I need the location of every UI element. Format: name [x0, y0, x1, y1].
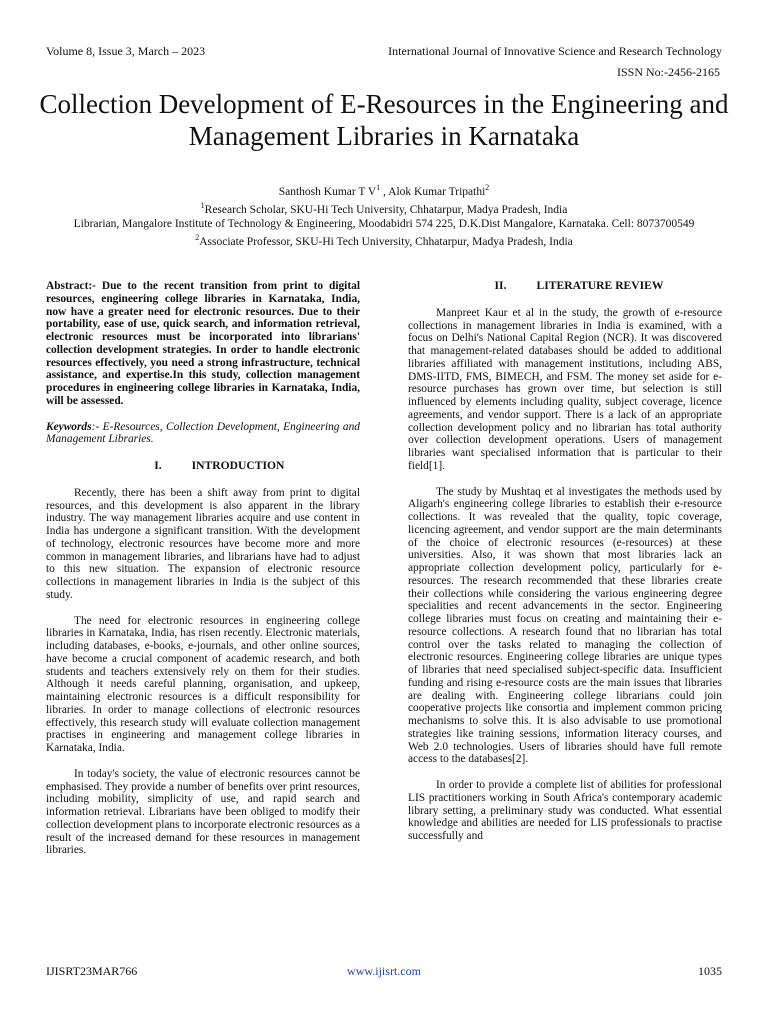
author-names: [40, 181, 728, 199]
left-column: [46, 280, 360, 857]
abstract: Abstract:- Due to the recent transition from print to digital resources, engineering college libraries in Karnataka, India, now have a greater need for electronic resources. Due to their portability, ease of use, quick search, and information retrieval, electronic resources must be incorporated into librarians' collection development strategies. In order to handle electronic resources effectively, you need a strong infrastructure, technical assistance, and expertise.In this study, collection management procedures in engineering college libraries in Karnataka, India, will be assessed.: [46, 280, 360, 407]
author-block: [40, 181, 728, 249]
paper-title: Collection Development of E-Resources in the Engineering and Management Libraries in Karnataka: [39, 89, 729, 151]
volume-issue: Volume 8, Issue 3, March – 2023: [46, 44, 206, 58]
affiliation-1-text: Research Scholar, SKU-Hi Tech University, Chhatarpur, Madya Pradesh, India: [204, 204, 568, 217]
review-paragraph-3: In order to provide a complete list of abilities for professional LIS practitioners working in South Africa's contemporary academic library setting, a preliminary study was conducted. What essential knowledge and abilities are needed for LIS professionals to practise successfully and: [408, 779, 722, 842]
section-heading-literature-review: [408, 280, 722, 293]
review-paragraph-2: The study by Mushtaq et al investigates the methods used by Aligarh's engineering college libraries to establish their e-resource collections. It was revealed that the quality, topic coverage, licencing agreement, and vendor support are the main determinants of the choice of electronic resources (e-resources) at these universities. Also, it was shown that most libraries lack an appropriate collection development policy, particularly for e-resources. The research recommended that these libraries create their collections while considering the various engineering degree specialities and recent advancements in the sector. Engineering college libraries must focus on creating and maintaining their e-resource collections. A research found that no librarian has total control over the tasks related to managing the collection of electronic resources. Engineering college libraries are unique types of libraries that need specialised subject-specific data. Insufficient funding and rising e-resource costs are the main issues that libraries are dealing with. Engineering college librarians could join cooperative projects like consortia and implement common pricing mechanisms to solve this. It is also advisable to use promotional strategies like training sessions, information literacy courses, and Web 2.0 technologies. Users of libraries should have full remote access to the databases[2].: [408, 485, 722, 766]
issn: ISSN No:-2456-2165: [616, 65, 720, 79]
affiliation-1: [40, 199, 728, 217]
section-title: INTRODUCTION: [191, 459, 285, 472]
keywords: [46, 421, 360, 447]
keywords-text: :- E-Resources, Collection Development, Engineering and Management Libraries.: [46, 420, 360, 446]
section-number: II.: [494, 279, 507, 292]
keywords-label: Keywords: [46, 420, 92, 433]
affiliation-2-text: Associate Professor, SKU-Hi Tech University, Chhatarpur, Madya Pradesh, India: [199, 235, 573, 248]
paper-code: IJISRT23MAR766: [46, 964, 138, 978]
section-number: I.: [154, 459, 162, 472]
review-paragraph-1: Manpreet Kaur et al in the study, the growth of e-resource collections in management libraries in India is examined, with a focus on Delhi's National Capital Region (NCR). It was discovered that management-related databases should be added to additional libraries affiliated with management institutions, including ABS, DMS-IITD, FMS, BIMECH, and FSM. The money set aside for e-resource purchases has grown over time, but selection is still influenced by elements including quality, subject coverage, licence agreements, and vendor support. There is a lack of an appropriate collection development policy and no librarian has total authority over collection development operations. Users of management libraries want specialised information that is particular to their field[1].: [408, 306, 722, 472]
author-2-sup: 2: [485, 183, 490, 192]
author-1-sup: 1: [376, 183, 381, 192]
author-1: Santhosh Kumar T V: [278, 185, 377, 198]
page-number: 1035: [698, 964, 722, 978]
affiliation-1b: Librarian, Mangalore Institute of Technology & Engineering, Moodabidri 574 225, D.K.Dist Mangalore, Karnataka. Cell: 8073700549: [73, 217, 695, 230]
section-title: LITERATURE REVIEW: [536, 279, 664, 292]
intro-paragraph-1: Recently, there has been a shift away from print to digital resources, and this development is also apparent in the library industry. The way management libraries acquire and use content in India has undergone a significant transition. With the development of technology, electronic resources have become more and more common in management libraries, and librarians have had to adjust to this new situation. The expansion of electronic resource collections in management libraries in India is the subject of this study.: [46, 486, 360, 601]
author-2: , Alok Kumar Tripathi: [380, 185, 486, 198]
journal-name: International Journal of Innovative Science and Research Technology: [388, 44, 722, 58]
section-heading-introduction: [46, 460, 360, 473]
affiliation-1-sup: 1: [200, 201, 205, 211]
journal-url-link[interactable]: www.ijisrt.com: [347, 964, 421, 978]
affiliation-2: [40, 231, 728, 249]
affiliation-2-sup: 2: [195, 233, 200, 243]
intro-paragraph-2: The need for electronic resources in engineering college libraries in Karnataka, India, has risen recently. Electronic materials, including databases, e-books, e-journals, and other online sources, have become a crucial component of academic research, and both students and teachers extensively rely on them for their studies. Although it needs careful planning, organisation, and upkeep, maintaining electronic resources is a difficult responsibility for libraries. In order to manage collections of electronic resources effectively, this research study will evaluate collection management practises in engineering and management college libraries in Karnataka, India.: [46, 614, 360, 754]
intro-paragraph-3: In today's society, the value of electronic resources cannot be emphasised. They provide a number of benefits over print resources, including mobility, simplicity of use, and rapid search and information retrieval. Librarians have been obliged to modify their collection development plans to incorporate electronic resources as a result of the increased demand for these resources in management libraries.: [46, 767, 360, 857]
right-column: [408, 280, 722, 843]
